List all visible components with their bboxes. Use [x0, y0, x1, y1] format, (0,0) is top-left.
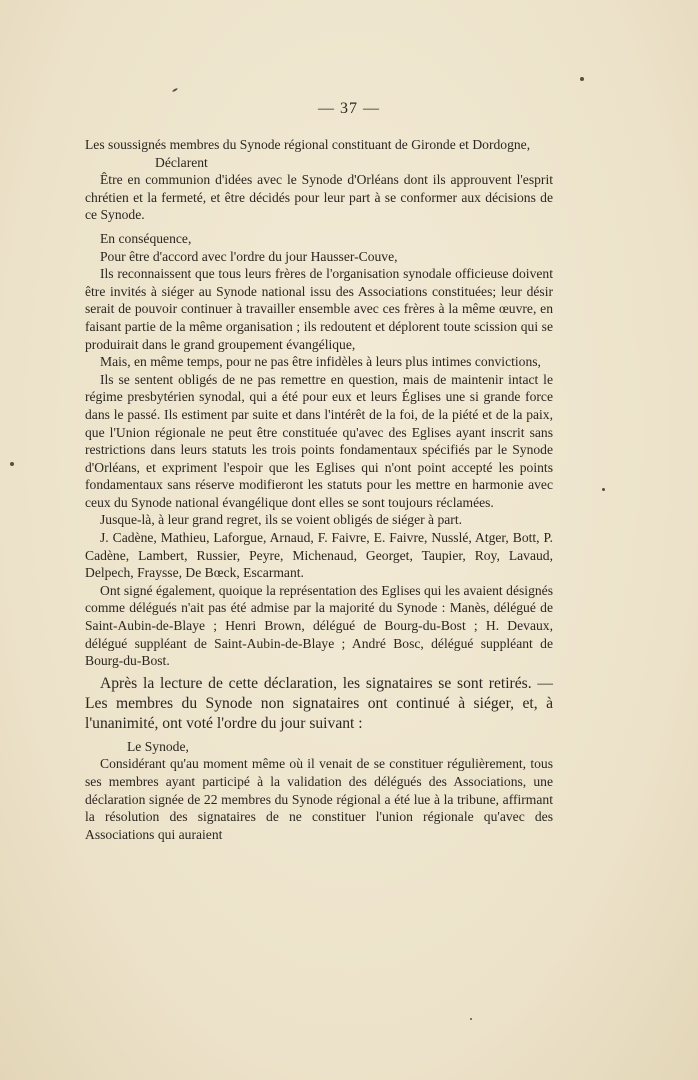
page-number: — 37 — [318, 100, 380, 117]
paragraph: Ils se sentent obligés de ne pas remettre en question, mais de maintenir intact le régime presbytérien synodal, qui a été pour eux et leurs Églises une si grande force dans le passé. Ils estiment par suite et dans l'intérêt de la foi, de la piété et de la paix, que l'Union régionale ne peut être constituée qu'avec des Eglises ayant inscrit sans restrictions dans leurs statuts les trois points fondamentaux spécifiés par le Synode d'Orléans, et expriment l'espoir que les Eglises qui n'ont point accepté les points fondamentaux sans réserve modifieront les statuts pour les mettre en harmonie avec ceux du Synode national évangélique dont elles se sont toujours réclamées. [85, 371, 553, 510]
paragraph: Pour être d'accord avec l'ordre du jour Hausser-Couve, [100, 248, 398, 264]
paper-speck [172, 88, 178, 93]
paragraph: Ont signé également, quoique la représentation des Eglises qui les avaient désignés comme délégués n'ait pas été admise par la majorité du Synode : Manès, délégué de Saint-Aubin-de-Blaye ; Henri Brown, délégué de Bourg-du-Bost ; H. Devaux, délégué suppléant de Saint-Aubin-de-Blaye ; André Bosc, délégué suppléant de Bourg-du-Bost. [85, 582, 553, 669]
paper-speck [470, 1018, 472, 1020]
paragraph-large: Après la lecture de cette déclaration, les signataires se sont retirés. — Les membres du Synode non signataires ont continué à siéger, et, à l'unanimité, ont voté l'ordre du jour suivant : [85, 674, 553, 732]
paragraph: Mais, en même temps, pour ne pas être infidèles à leurs plus intimes convictions, [100, 354, 541, 370]
paragraph: Jusque-là, à leur grand regret, ils se voient obligés de siéger à part. [100, 512, 462, 528]
paper-speck [580, 77, 584, 81]
paragraph: Considérant qu'au moment même où il venait de se constituer régulièrement, tous ses membres ayant participé à la validation des délégués des Associations, une déclaration signée de 22 membres du Synode régional a été lue à la tribune, affirmant la résolution des signataires de ne constituer l'union régionale qu'avec des Associations qui auraient [85, 756, 553, 842]
paper-speck [602, 488, 605, 491]
paper-speck [10, 462, 14, 466]
signatories-paragraph: J. Cadène, Mathieu, Laforgue, Arnaud, F. Faivre, E. Faivre, Nusslé, Atger, Bott, P. Cadène, Lambert, Russier, Peyre, Michenaud, Georget, Taupier, Roy, Lavaud, Delpech, Fraysse, De Bœck, Escarmant. [85, 530, 553, 581]
paragraph: Ils reconnaissent que tous leurs frères de l'organisation synodale officieuse doivent être invités à siéger au Synode national issu des Associations constituées; leur désir serait de pouvoir continuer à travailler ensemble avec ces frères à la même œuvre, en faisant partie de la même organisation ; ils redoutent et déplorent toute scission qui se produirait dans le grand groupement évangélique, [85, 266, 553, 352]
paragraph-declarent: Déclarent [155, 154, 208, 170]
paragraph: Être en communion d'idées avec le Synode d'Orléans dont ils approuvent l'esprit chrétien et la fermeté, et être décidés pour leur part à se conformer aux décisions de ce Synode. [85, 172, 553, 223]
paragraph: En conséquence, [100, 230, 192, 246]
paragraph-le-synode: Le Synode, [127, 738, 189, 754]
paragraph: Les soussignés membres du Synode régional constituant de Gironde et Dordogne, [85, 137, 531, 152]
body-text [85, 136, 553, 843]
